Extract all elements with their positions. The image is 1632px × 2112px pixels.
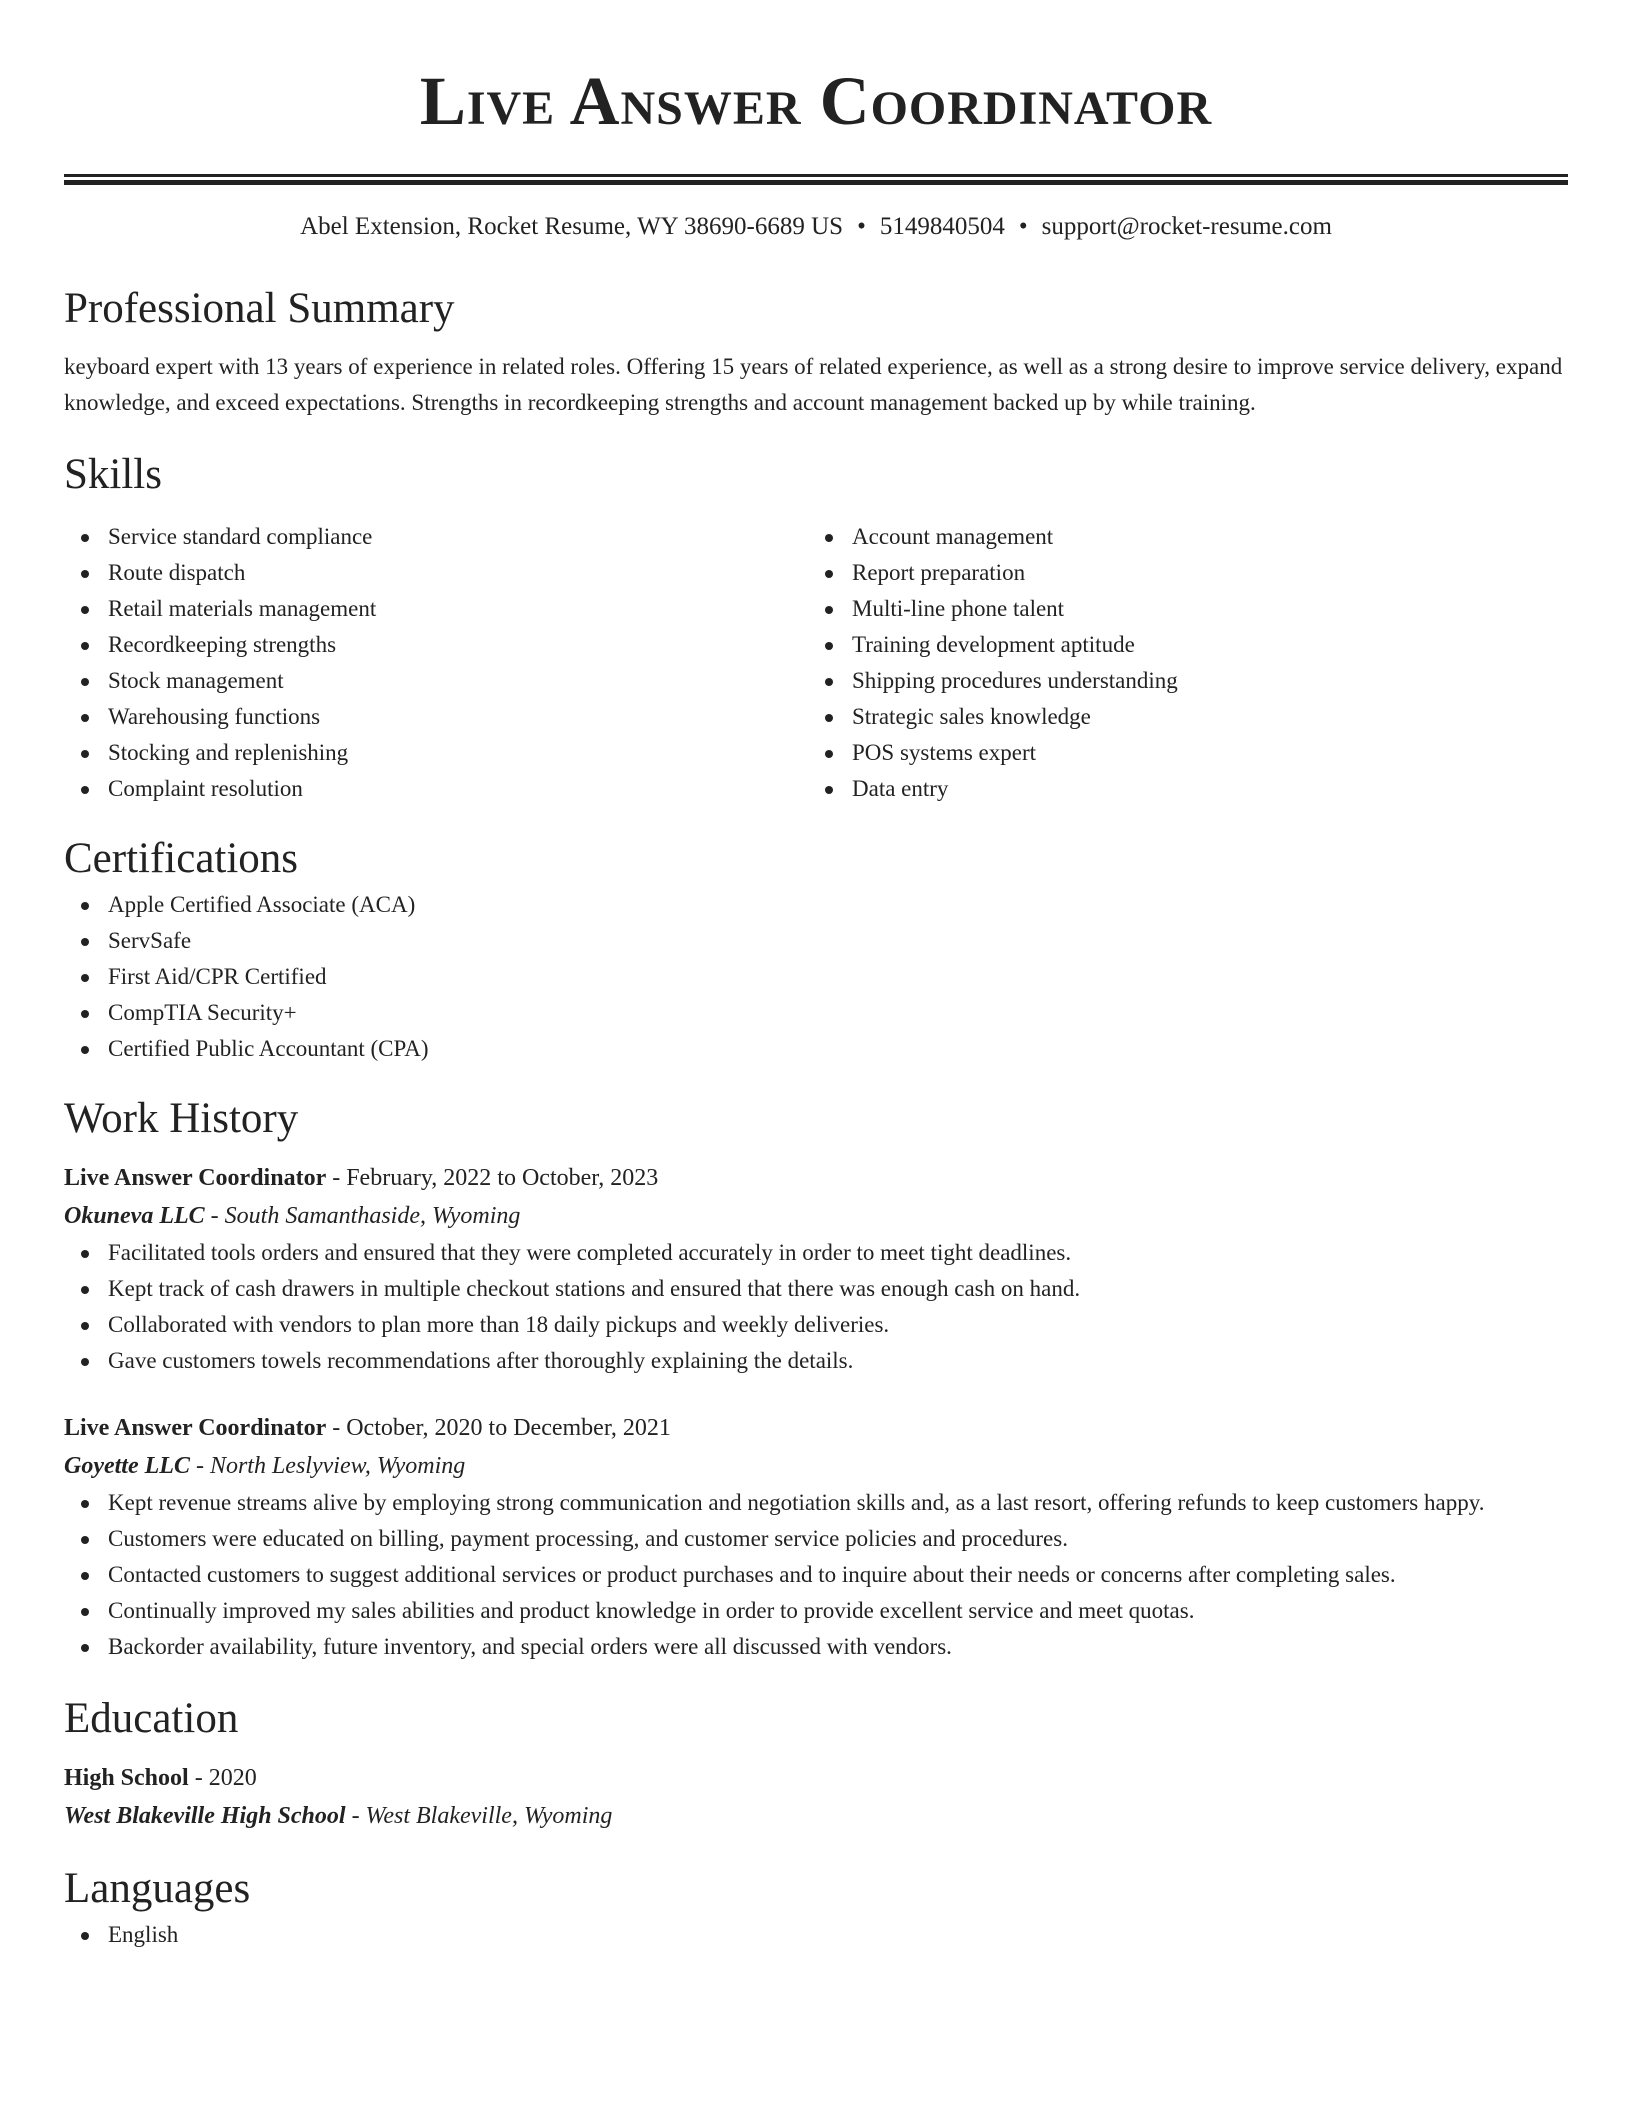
skill-item: Training development aptitude <box>808 627 1552 663</box>
skill-item: Recordkeeping strengths <box>64 627 808 663</box>
skill-item: Shipping procedures understanding <box>808 663 1552 699</box>
contact-address: Abel Extension, Rocket Resume, WY 38690-6689 US <box>300 213 844 240</box>
job-company: Goyette LLC <box>64 1453 190 1479</box>
certification-item: CompTIA Security+ <box>64 995 1568 1031</box>
header-double-rule <box>64 174 1568 185</box>
job-entry <box>64 1409 1568 1665</box>
education-degree-line <box>64 1759 1568 1797</box>
work-history-section <box>64 1091 1568 1665</box>
skill-item: Warehousing functions <box>64 699 808 735</box>
skills-left-column <box>64 519 808 807</box>
job-bullet: Kept revenue streams alive by employing strong communication and negotiation skills and, as a last resort, offering refunds to keep customers happy. <box>64 1485 1568 1521</box>
education-section <box>64 1691 1568 1835</box>
work-history-heading: Work History <box>64 1095 299 1142</box>
job-bullets <box>64 1485 1568 1665</box>
candidate-name: Live Answer Coordinator <box>419 63 1213 139</box>
skill-item: POS systems expert <box>808 735 1552 771</box>
contact-separator: • <box>1018 213 1028 240</box>
job-bullets <box>64 1235 1568 1379</box>
summary-text: keyboard expert with 13 years of experience in related roles. Offering 15 years of related experience, as well as a strong desire to improve service delivery, expand knowledge, and exceed expectations. Strengths in recordkeeping strengths and account management backed up by while training. <box>64 354 1563 415</box>
skills-heading: Skills <box>64 451 162 498</box>
skill-item: Account management <box>808 519 1552 555</box>
languages-heading: Languages <box>64 1865 251 1912</box>
summary-heading: Professional Summary <box>64 285 455 332</box>
job-bullet: Kept track of cash drawers in multiple checkout stations and ensured that there was enough cash on hand. <box>64 1271 1568 1307</box>
language-item: English <box>64 1917 1568 1953</box>
certification-item: Apple Certified Associate (ACA) <box>64 887 1568 923</box>
skill-item: Data entry <box>808 771 1552 807</box>
job-bullet: Collaborated with vendors to plan more than 18 daily pickups and weekly deliveries. <box>64 1307 1568 1343</box>
job-bullet: Backorder availability, future inventory, and special orders were all discussed with vendors. <box>64 1629 1568 1665</box>
certifications-section <box>64 831 1568 1067</box>
job-location: - South Samanthaside, Wyoming <box>204 1203 521 1229</box>
job-bullet: Customers were educated on billing, payment processing, and customer service policies and procedures. <box>64 1521 1568 1557</box>
skill-item: Retail materials management <box>64 591 808 627</box>
contact-separator: • <box>857 213 866 240</box>
certifications-list <box>64 887 1568 1067</box>
job-role: Live Answer Coordinator <box>64 1415 327 1441</box>
skill-item: Route dispatch <box>64 555 808 591</box>
education-school: West Blakeville High School <box>64 1803 346 1829</box>
job-bullet: Continually improved my sales abilities and product knowledge in order to provide excellent service and meet quotas. <box>64 1593 1568 1629</box>
skill-item: Stock management <box>64 663 808 699</box>
certification-item: First Aid/CPR Certified <box>64 959 1568 995</box>
job-title-line <box>64 1159 1568 1197</box>
job-bullet: Contacted customers to suggest additional services or product purchases and to inquire about their needs or concerns after completing sales. <box>64 1557 1568 1593</box>
skills-section <box>64 447 1568 807</box>
education-degree: High School <box>64 1765 189 1791</box>
skill-item: Stocking and replenishing <box>64 735 808 771</box>
job-dates: - February, 2022 to October, 2023 <box>326 1165 659 1191</box>
job-dates: - October, 2020 to December, 2021 <box>326 1415 671 1441</box>
job-bullet: Facilitated tools orders and ensured that they were completed accurately in order to meet tight deadlines. <box>64 1235 1568 1271</box>
certification-item: Certified Public Accountant (CPA) <box>64 1031 1568 1067</box>
job-bullet: Gave customers towels recommendations after thoroughly explaining the details. <box>64 1343 1568 1379</box>
skill-item: Service standard compliance <box>64 519 808 555</box>
job-location: - North Leslyview, Wyoming <box>189 1453 466 1479</box>
education-year: - 2020 <box>188 1765 257 1791</box>
job-company: Okuneva LLC <box>64 1203 205 1229</box>
skill-item: Complaint resolution <box>64 771 808 807</box>
languages-list <box>64 1917 1568 1953</box>
contact-line <box>64 209 1568 245</box>
job-title-line <box>64 1409 1568 1447</box>
certification-item: ServSafe <box>64 923 1568 959</box>
languages-section <box>64 1861 1568 1953</box>
skill-item: Strategic sales knowledge <box>808 699 1552 735</box>
education-heading: Education <box>64 1695 239 1742</box>
job-company-line <box>64 1197 1568 1235</box>
certifications-heading: Certifications <box>64 835 299 882</box>
job-company-line <box>64 1447 1568 1485</box>
contact-phone: 5149840504 <box>879 213 1005 240</box>
skill-item: Report preparation <box>808 555 1552 591</box>
education-school-line <box>64 1797 1568 1835</box>
education-location: - West Blakeville, Wyoming <box>345 1803 613 1829</box>
job-entry <box>64 1159 1568 1379</box>
contact-email: support@rocket-resume.com <box>1041 213 1332 240</box>
summary-section <box>64 281 1568 421</box>
skills-grid <box>64 519 1568 807</box>
skills-right-column <box>808 519 1552 807</box>
job-role: Live Answer Coordinator <box>64 1165 327 1191</box>
skill-item: Multi-line phone talent <box>808 591 1552 627</box>
